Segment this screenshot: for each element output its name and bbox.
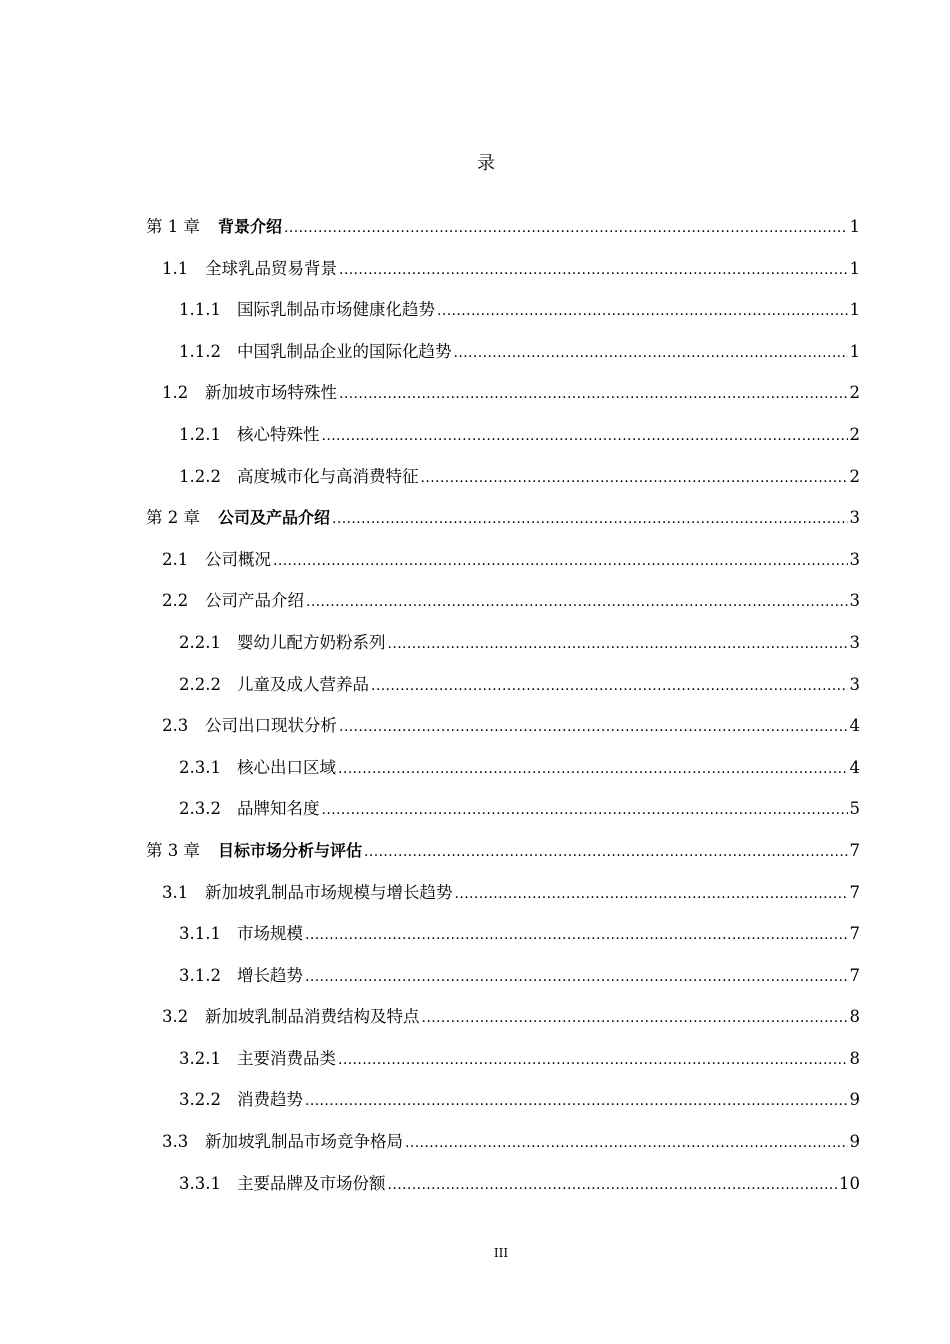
- toc-entry-label: 婴幼儿配方奶粉系列: [237, 632, 386, 652]
- toc-entry[interactable]: [146, 1172, 860, 1214]
- toc-entry[interactable]: [146, 839, 860, 881]
- toc-entry-number: 3.2.1: [179, 1048, 221, 1068]
- dot-leader: [306, 589, 848, 614]
- toc-entry-label: 儿童及成人营养品: [237, 674, 369, 694]
- toc-entry-number: 2.3.1: [179, 757, 221, 777]
- toc-entry-label: 国际乳制品市场健康化趋势: [237, 300, 435, 320]
- dot-leader: [284, 215, 847, 240]
- toc-entry-label: 主要品牌及市场份额: [237, 1173, 386, 1193]
- toc-entry-page: 3: [849, 508, 860, 528]
- toc-entry-label: 品牌知名度: [237, 799, 320, 819]
- dot-leader: [322, 797, 848, 822]
- toc-entry[interactable]: [146, 215, 860, 257]
- toc-entry-number: 3.3: [162, 1132, 189, 1152]
- toc-entry-label: 市场规模: [237, 924, 303, 944]
- toc-entry[interactable]: [146, 506, 860, 548]
- toc-entry[interactable]: [146, 548, 860, 590]
- dot-leader: [273, 548, 848, 573]
- toc-entry-page: 3: [849, 549, 860, 569]
- toc-entry-page: 7: [849, 840, 860, 860]
- toc-entry-page: 1: [849, 300, 860, 320]
- table-of-contents: [146, 215, 860, 1213]
- toc-entry-number: 1.2.2: [179, 466, 221, 486]
- toc-entry-number: 第 3 章: [146, 840, 200, 860]
- toc-entry-number: 1.1.1: [179, 300, 221, 320]
- toc-entry-number: 3.2.2: [179, 1090, 221, 1110]
- toc-entry-label: 消费趋势: [237, 1090, 303, 1110]
- toc-entry-page: 8: [849, 1007, 860, 1027]
- toc-entry-number: 3.2: [162, 1007, 189, 1027]
- toc-entry[interactable]: [146, 1130, 860, 1172]
- toc-entry-label: 公司概况: [205, 549, 271, 569]
- toc-entry-number: 3.3.1: [179, 1173, 221, 1193]
- toc-entry[interactable]: [146, 756, 860, 798]
- toc-entry-label: 中国乳制品企业的国际化趋势: [237, 341, 452, 361]
- toc-entry[interactable]: [146, 922, 860, 964]
- toc-entry-page: 2: [849, 424, 860, 444]
- toc-entry-label: 新加坡乳制品市场竞争格局: [205, 1132, 403, 1152]
- toc-entry-number: 2.2.1: [179, 632, 221, 652]
- toc-entry[interactable]: [146, 797, 860, 839]
- dot-leader: [371, 673, 848, 698]
- page-title: 录: [477, 153, 495, 174]
- toc-entry-number: 2.3.2: [179, 799, 221, 819]
- toc-entry-label: 公司出口现状分析: [205, 716, 337, 736]
- toc-entry-number: 1.2.1: [179, 424, 221, 444]
- dot-leader: [305, 964, 848, 989]
- toc-entry-page: 1: [849, 217, 860, 236]
- toc-entry-number: 3.1.1: [179, 924, 221, 944]
- toc-entry[interactable]: [146, 964, 860, 1006]
- toc-entry-number: 1.1: [162, 258, 189, 278]
- dot-leader: [388, 631, 848, 656]
- toc-entry-number: 1.2: [162, 383, 189, 403]
- toc-entry[interactable]: [146, 589, 860, 631]
- toc-entry[interactable]: [146, 423, 860, 465]
- toc-entry-label: 增长趋势: [237, 965, 303, 985]
- toc-entry-label: 新加坡乳制品市场规模与增长趋势: [205, 882, 453, 902]
- toc-entry-page: 4: [849, 716, 860, 736]
- toc-entry[interactable]: [146, 465, 860, 507]
- toc-entry[interactable]: [146, 714, 860, 756]
- toc-entry-label: 目标市场分析与评估: [218, 840, 363, 860]
- dot-leader: [437, 298, 848, 323]
- toc-entry-label: 公司产品介绍: [205, 591, 304, 611]
- dot-leader: [322, 423, 848, 448]
- dot-leader: [339, 381, 848, 406]
- toc-entry-page: 1: [849, 258, 860, 278]
- toc-entry-number: 2.2.2: [179, 674, 221, 694]
- dot-leader: [305, 922, 848, 947]
- toc-entry[interactable]: [146, 631, 860, 673]
- toc-entry-page: 9: [849, 1090, 860, 1110]
- toc-entry-number: 2.3: [162, 716, 189, 736]
- toc-entry-page: 3: [849, 632, 860, 652]
- page-number-footer: III: [493, 1246, 509, 1260]
- toc-entry-page: 3: [849, 674, 860, 694]
- toc-entry-page: 1: [849, 341, 860, 361]
- toc-entry-page: 4: [849, 757, 860, 777]
- toc-entry-number: 2.1: [162, 549, 189, 569]
- toc-entry-page: 10: [839, 1173, 860, 1193]
- toc-entry[interactable]: [146, 1005, 860, 1047]
- dot-leader: [454, 340, 848, 365]
- toc-entry-label: 全球乳品贸易背景: [205, 258, 337, 278]
- toc-entry-label: 新加坡市场特殊性: [205, 383, 337, 403]
- toc-entry-page: 2: [849, 383, 860, 403]
- toc-entry-label: 公司及产品介绍: [218, 508, 331, 528]
- toc-entry-page: 7: [849, 924, 860, 944]
- toc-entry-number: 3.1.2: [179, 965, 221, 985]
- toc-entry-number: 1.1.2: [179, 341, 221, 361]
- dot-leader: [421, 465, 848, 490]
- toc-entry-page: 8: [849, 1048, 860, 1068]
- toc-entry-page: 7: [849, 882, 860, 902]
- dot-leader: [455, 881, 848, 906]
- toc-entry[interactable]: [146, 881, 860, 923]
- toc-entry[interactable]: [146, 673, 860, 715]
- toc-entry-number: 第 1 章: [146, 217, 200, 236]
- toc-entry-label: 核心出口区域: [237, 757, 336, 777]
- toc-entry[interactable]: [146, 340, 860, 382]
- dot-leader: [388, 1172, 838, 1197]
- toc-entry-page: 5: [849, 799, 860, 819]
- dot-leader: [338, 756, 848, 781]
- toc-entry[interactable]: [146, 1088, 860, 1130]
- toc-entry-label: 核心特殊性: [237, 424, 320, 444]
- dot-leader: [422, 1005, 848, 1030]
- dot-leader: [339, 257, 848, 282]
- dot-leader: [332, 506, 847, 531]
- toc-entry[interactable]: [146, 298, 860, 340]
- toc-entry[interactable]: [146, 381, 860, 423]
- dot-leader: [405, 1130, 848, 1155]
- toc-entry-page: 2: [849, 466, 860, 486]
- dot-leader: [305, 1088, 848, 1113]
- toc-entry-label: 高度城市化与高消费特征: [237, 466, 419, 486]
- dot-leader: [338, 1047, 848, 1072]
- toc-entry[interactable]: [146, 1047, 860, 1089]
- toc-entry[interactable]: [146, 257, 860, 299]
- toc-entry-label: 主要消费品类: [237, 1048, 336, 1068]
- toc-entry-page: 3: [849, 591, 860, 611]
- toc-entry-label: 新加坡乳制品消费结构及特点: [205, 1007, 420, 1027]
- dot-leader: [339, 714, 848, 739]
- toc-entry-number: 3.1: [162, 882, 189, 902]
- toc-entry-page: 7: [849, 965, 860, 985]
- toc-entry-number: 第 2 章: [146, 508, 200, 528]
- toc-entry-page: 9: [849, 1132, 860, 1152]
- toc-entry-number: 2.2: [162, 591, 189, 611]
- dot-leader: [364, 839, 847, 864]
- toc-entry-label: 背景介绍: [218, 217, 283, 236]
